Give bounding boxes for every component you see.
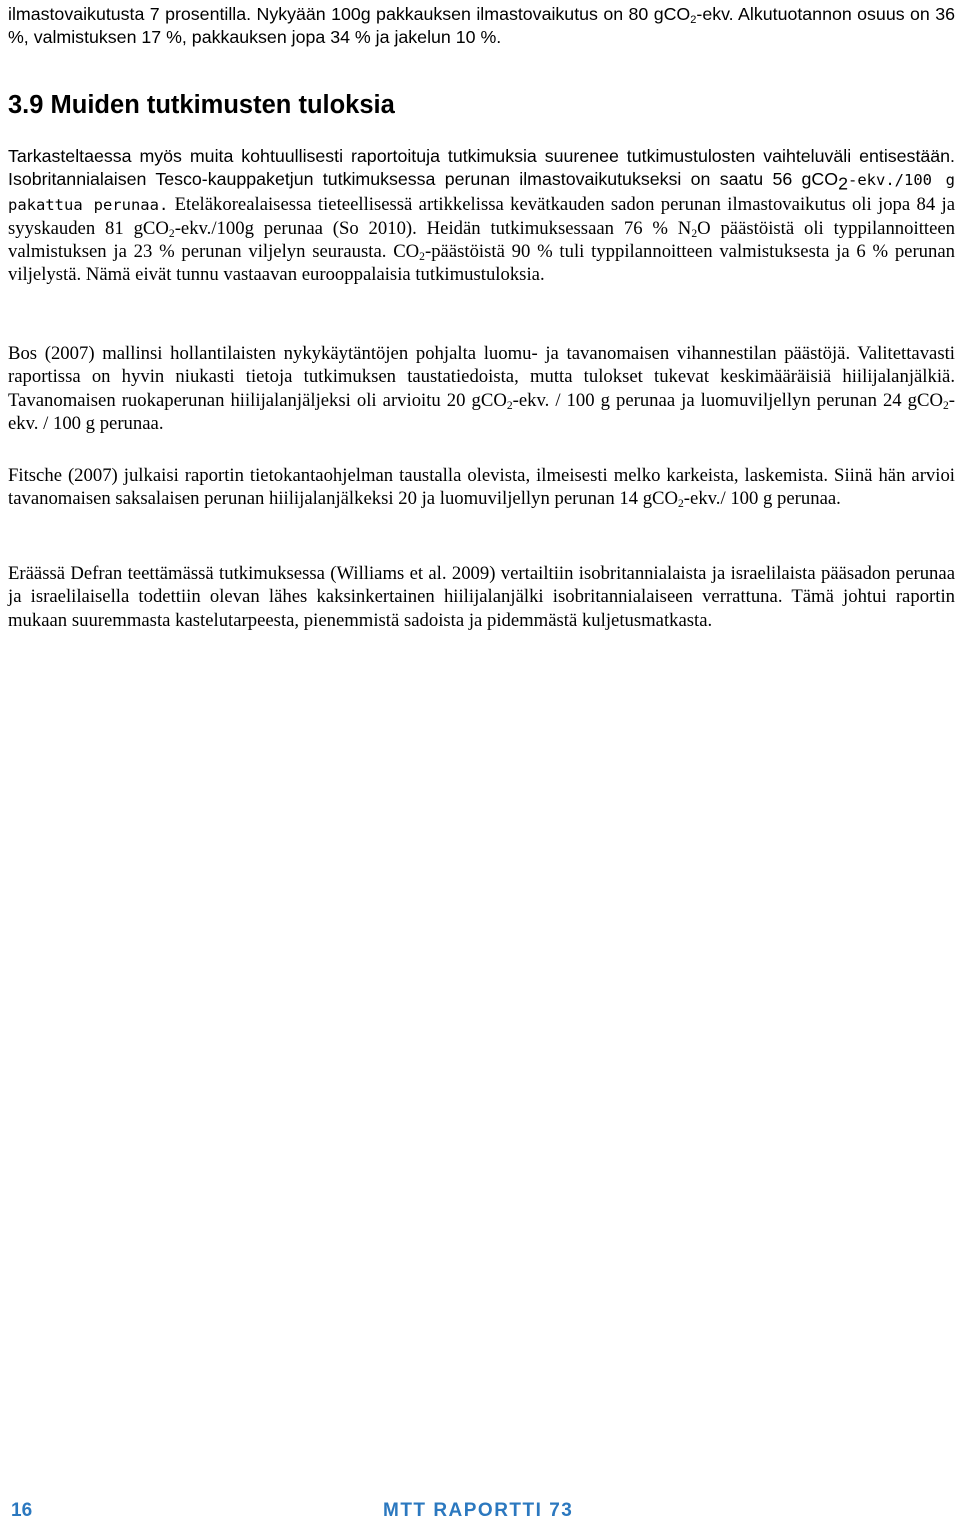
- section-heading: 3.9 Muiden tutkimusten tuloksia: [8, 91, 395, 119]
- page-number: 16: [11, 1500, 33, 1521]
- paragraph-bos-2007: Bos (2007) mallinsi hollantilaisten nykykäytäntöjen pohjalta luomu- ja tavanomaisen vihannestilan päästöjä. Valitettavasti raportissa on hyvin niukasti tietoja tutkimuksen taustatiedoista, mutta tulokset tukevat keskimääräisiä hiilijalanjälkiä. Tavanomaisen ruokaperunan hiilijalanjäljeksi oli arvioitu 20 gCO$_2$-ekv. / 100 g perunaa ja luomuviljellyn perunan 24 gCO$_2$-ekv. / 100 g perunaa.: [8, 343, 955, 434]
- paragraph-fitsche-2007: Fitsche (2007) julkaisi raportin tietokantaohjelman taustalla olevista, ilmeisesti melko karkeista, laskemista. Siinä hän arvioi tavanomaisen saksalaisen perunan hiilijalanjälkeksi 20 ja luomuviljellyn perunan 14 gCO$_2$-ekv./ 100 g perunaa.: [8, 465, 955, 511]
- publication-series-title: MTT RAPORTTI 73: [383, 1500, 574, 1521]
- paragraph-other-studies: Tarkasteltaessa myös muita kohtuullisesti raportoituja tutkimuksia suurenee tutkimustulosten vaihteluväli entisestään. Isobritannialaisen Tesco-kauppaketjun tutkimuksessa perunan ilmastovaikutukseksi on saatu 56 gCO$_2$-ekv./100 g pakattua perunaa. Eteläkorealaisessa tieteellisessä artikkelissa kevätkauden sadon perunan ilmastovaikutus oli jopa 84 ja syyskauden 81 gCO$_2$-ekv./100g perunaa (So 2010). Heidän tutkimuksessaan 76 % $N_2O$ päästöistä oli typpilannoitteen valmistuksen ja 23 % perunan viljelyn seurausta. $CO_2$-päästöistä 90 % tuli typpilannoitteen valmistuksesta ja 6 % perunan viljelystä. Nämä eivät tunnu vastaavan eurooppalaisia tutkimustuloksia.: [8, 146, 956, 286]
- paragraph-intro-continuation: ilmastovaikutusta 7 prosentilla. Nykyään 100g pakkauksen ilmastovaikutus on 80 gCO$_2$-ekv. Alkutuotannon osuus on 36 %, valmistuksen 17 %, pakkauksen jopa 34 % ja jakelun 10 %.: [8, 4, 955, 48]
- paragraph-defra-study: Eräässä Defran teettämässä tutkimuksessa (Williams et al. 2009) vertailtiin isobritannialaista ja israelilaista pääsadon perunaa ja israelilaisella todettiin olevan lähes kaksinkertainen hiilijalanjälki isobritannialaiseen verrattuna. Tämä johtui raportin mukaan suuremmasta kastelutarpeesta, pienemmistä sadoista ja pidemmästä kuljetusmatkasta.: [8, 563, 955, 631]
